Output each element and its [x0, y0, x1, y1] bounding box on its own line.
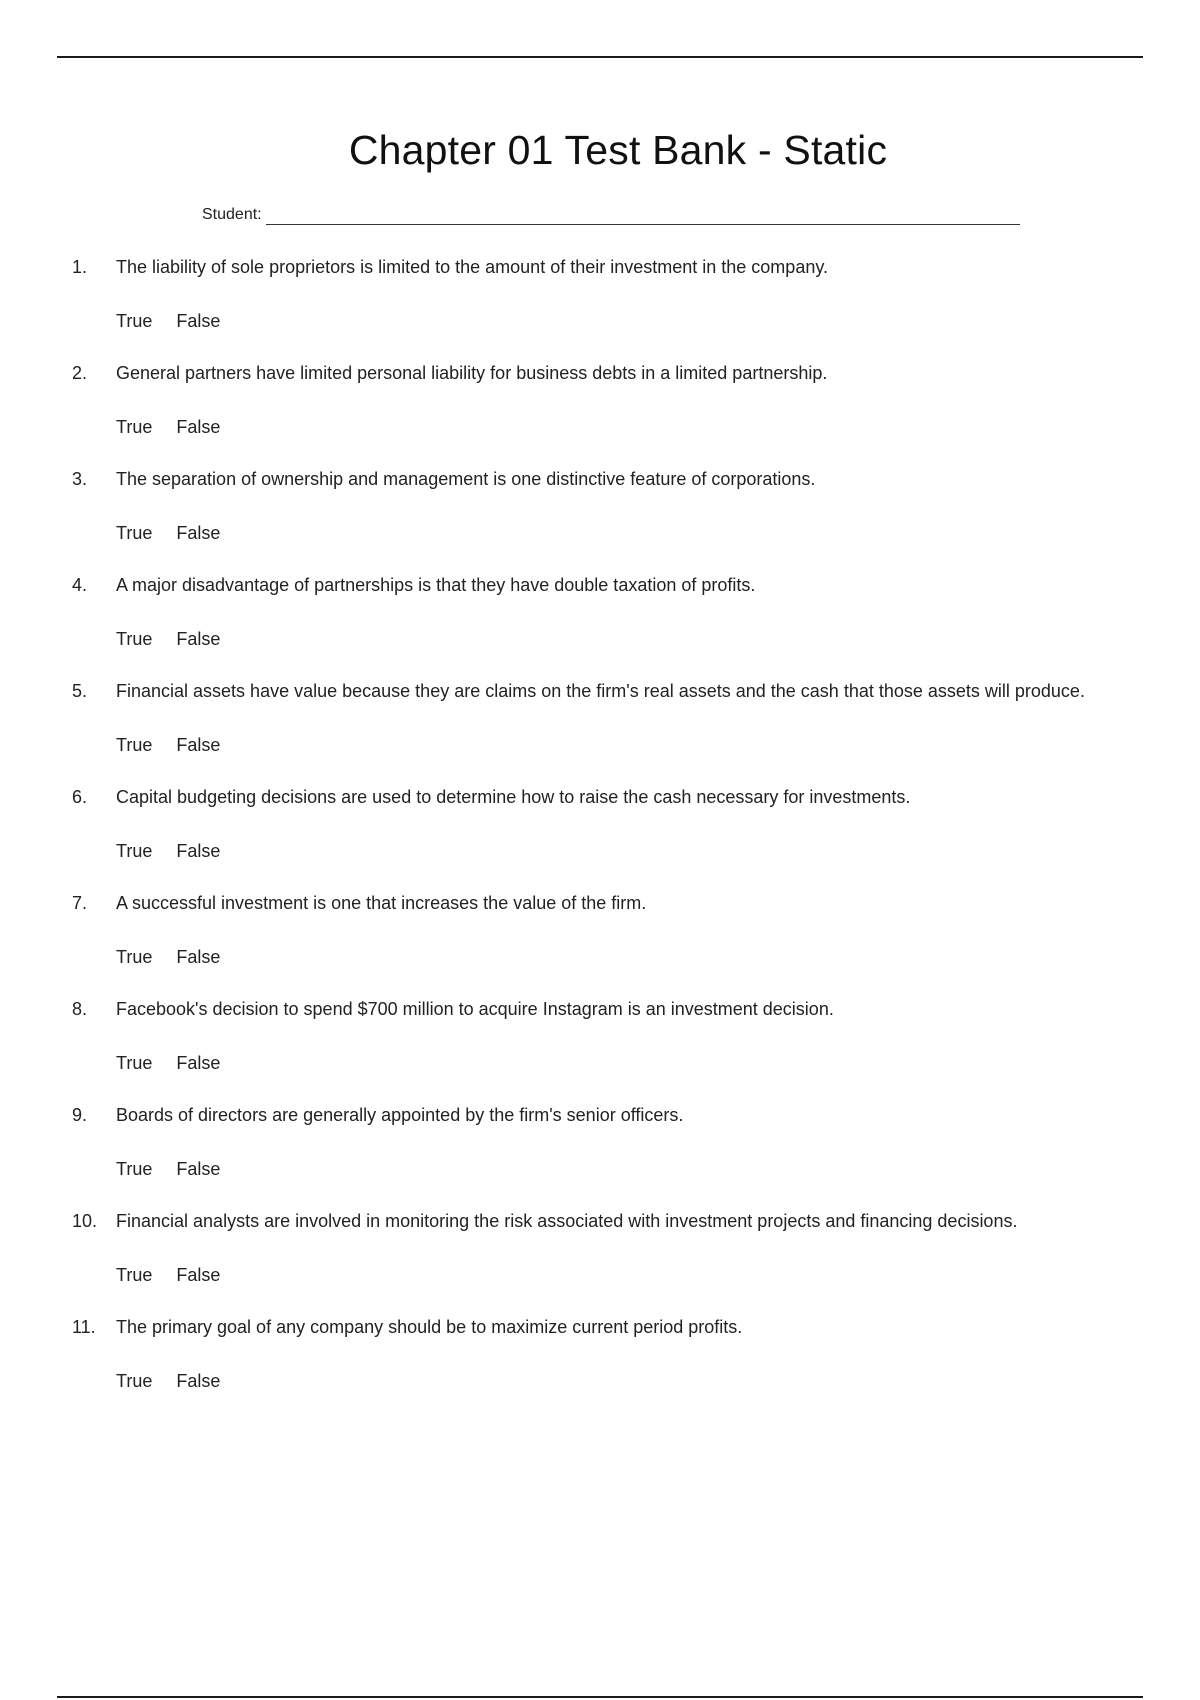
- option-true[interactable]: True: [116, 841, 153, 861]
- question-text: Financial assets have value because they are claims on the firm's real assets and the cash that those assets will produce.: [116, 681, 1085, 701]
- question-body: [116, 466, 1152, 572]
- option-true[interactable]: True: [116, 417, 153, 437]
- top-divider: [57, 56, 1143, 58]
- question-text: The primary goal of any company should be to maximize current period profits.: [116, 1317, 743, 1337]
- question-number: 6.: [72, 787, 88, 807]
- student-name-blank[interactable]: [266, 208, 1020, 225]
- question-item: [72, 678, 1152, 784]
- option-true[interactable]: True: [116, 1265, 153, 1285]
- answer-options: [116, 520, 1152, 546]
- question-item: [72, 360, 1152, 466]
- option-true[interactable]: True: [116, 735, 153, 755]
- question-body: [116, 784, 1152, 890]
- question-body: [116, 678, 1152, 784]
- question-number: 10.: [72, 1211, 98, 1231]
- question-body: [116, 1208, 1152, 1314]
- option-false[interactable]: False: [176, 523, 221, 543]
- answer-options: [116, 1262, 1152, 1288]
- question-body: [116, 890, 1152, 996]
- answer-options: [116, 1050, 1152, 1076]
- question-text: Financial analysts are involved in monitoring the risk associated with investment projects and financing decisions.: [116, 1211, 1018, 1231]
- option-false[interactable]: False: [176, 735, 221, 755]
- option-true[interactable]: True: [116, 1159, 153, 1179]
- question-text: Capital budgeting decisions are used to determine how to raise the cash necessary for investments.: [116, 787, 911, 807]
- question-body: [116, 360, 1152, 466]
- option-false[interactable]: False: [176, 417, 221, 437]
- question-text: Facebook's decision to spend $700 million to acquire Instagram is an investment decision.: [116, 999, 834, 1019]
- option-false[interactable]: False: [176, 947, 221, 967]
- question-item: [72, 572, 1152, 678]
- question-number: 3.: [72, 469, 88, 489]
- question-number: 2.: [72, 363, 88, 383]
- option-true[interactable]: True: [116, 523, 153, 543]
- question-item: [72, 1208, 1152, 1314]
- page-title: Chapter 01 Test Bank - Static: [348, 127, 888, 173]
- question-list: [72, 254, 1152, 1420]
- question-number: 11.: [72, 1317, 96, 1337]
- answer-options: [116, 626, 1152, 652]
- question-body: [116, 1314, 1152, 1420]
- question-number: 1.: [72, 257, 88, 277]
- question-text: A successful investment is one that increases the value of the firm.: [116, 893, 647, 913]
- option-true[interactable]: True: [116, 311, 153, 331]
- question-number: 5.: [72, 681, 88, 701]
- answer-options: [116, 1368, 1152, 1394]
- question-body: [116, 572, 1152, 678]
- option-false[interactable]: False: [176, 1265, 221, 1285]
- question-text: The separation of ownership and management is one distinctive feature of corporations.: [116, 469, 816, 489]
- question-item: [72, 784, 1152, 890]
- question-text: The liability of sole proprietors is limited to the amount of their investment in the company.: [116, 257, 829, 277]
- question-number: 9.: [72, 1105, 88, 1125]
- option-true[interactable]: True: [116, 947, 153, 967]
- answer-options: [116, 308, 1152, 334]
- question-item: [72, 1102, 1152, 1208]
- answer-options: [116, 838, 1152, 864]
- student-label: Student:: [202, 206, 262, 223]
- bottom-divider: [57, 1696, 1143, 1698]
- question-item: [72, 890, 1152, 996]
- question-body: [116, 1102, 1152, 1208]
- question-number: 4.: [72, 575, 88, 595]
- option-false[interactable]: False: [176, 841, 221, 861]
- question-text: General partners have limited personal liability for business debts in a limited partnership.: [116, 363, 828, 383]
- question-number: 7.: [72, 893, 88, 913]
- question-body: [116, 996, 1152, 1102]
- option-true[interactable]: True: [116, 1053, 153, 1073]
- answer-options: [116, 944, 1152, 970]
- answer-options: [116, 1156, 1152, 1182]
- option-false[interactable]: False: [176, 311, 221, 331]
- option-true[interactable]: True: [116, 1371, 153, 1391]
- option-false[interactable]: False: [176, 1053, 221, 1073]
- question-item: [72, 1314, 1152, 1420]
- answer-options: [116, 732, 1152, 758]
- option-true[interactable]: True: [116, 629, 153, 649]
- option-false[interactable]: False: [176, 1371, 221, 1391]
- question-item: [72, 996, 1152, 1102]
- question-body: [116, 254, 1152, 360]
- question-item: [72, 254, 1152, 360]
- answer-options: [116, 414, 1152, 440]
- option-false[interactable]: False: [176, 629, 221, 649]
- question-text: A major disadvantage of partnerships is that they have double taxation of profits.: [116, 575, 756, 595]
- question-number: 8.: [72, 999, 88, 1019]
- option-false[interactable]: False: [176, 1159, 221, 1179]
- question-item: [72, 466, 1152, 572]
- student-name-row: [202, 205, 1020, 225]
- question-text: Boards of directors are generally appointed by the firm's senior officers.: [116, 1105, 684, 1125]
